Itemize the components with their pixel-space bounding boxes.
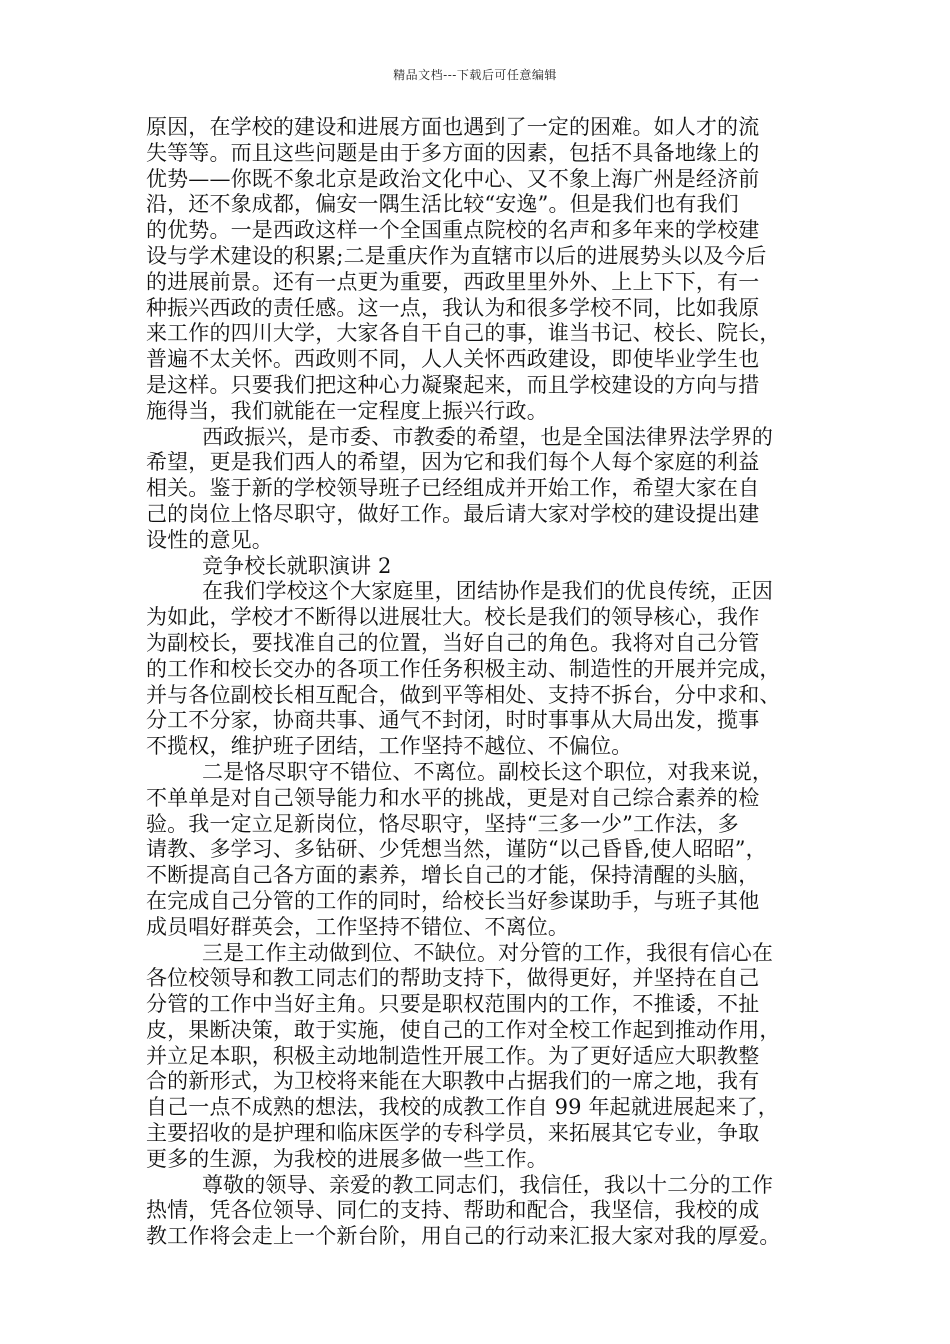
text-line: 优势——你既不象北京是政治文化中心、又不象上海广州是经济前 [146, 166, 760, 191]
text-line: 沿，还不象成都，偏安一隅生活比较“安逸”。但是我们也有我们 [146, 192, 739, 217]
paragraph-first-line: 在我们学校这个大家庭里，团结协作是我们的优良传统，正因 [202, 579, 774, 604]
text-line: 合的新形式，为卫校将来能在大职教中占据我们的一席之地，我有 [146, 1069, 760, 1094]
text-line: 种振兴西政的责任感。这一点，我认为和很多学校不同，比如我原 [146, 295, 760, 320]
text-line: 的进展前景。还有一点更为重要，西政里里外外、上上下下，有一 [146, 269, 760, 294]
page-header-note: 精品文档---下载后可任意编辑 [393, 68, 557, 82]
text-line: 在完成自己分管的工作的同时，给校长当好参谋助手，与班子其他 [146, 888, 760, 913]
text-line: 为如此，学校才不断得以进展壮大。校长是我们的领导核心，我作 [146, 605, 760, 630]
text-line: 己的岗位上恪尽职守，做好工作。最后请大家对学校的建设提出建 [146, 501, 760, 526]
paragraph-first-line: 二是恪尽职守不错位、不离位。副校长这个职位，对我来说， [202, 759, 774, 784]
text-line: 施得当，我们就能在一定程度上振兴行政。 [146, 398, 548, 423]
text-line: 为副校长，要找准自己的位置，当好自己的角色。我将对自己分管 [146, 630, 760, 655]
text-line: 热情，凭各位领导、同仁的支持、帮助和配合，我坚信，我校的成 [146, 1198, 760, 1223]
text-line: 不断提高自己各方面的素养，增长自己的才能，保持清醒的头脑， [146, 863, 760, 888]
paragraph-first-line: 尊敬的领导、亲爱的教工同志们，我信任，我以十二分的工作 [202, 1172, 774, 1197]
text-line: 并与各位副校长相互配合，做到平等相处、支持不拆台，分中求和、 [146, 682, 781, 707]
text-line: 教工作将会走上一个新台阶，用自己的行动来汇报大家对我的厚爱。 [146, 1224, 781, 1249]
text-line: 更多的生源，为我校的进展多做一些工作。 [146, 1146, 548, 1171]
text-line: 是这样。只要我们把这种心力凝聚起来，而且学校建设的方向与措 [146, 372, 760, 397]
text-line: 相关。鉴于新的学校领导班子已经组成并开始工作，希望大家在自 [146, 476, 760, 501]
paragraph-first-line: 竞争校长就职演讲 2 [202, 553, 392, 578]
text-line: 来工作的四川大学，大家各自干自己的事，谁当书记、校长、院长， [146, 321, 781, 346]
text-line: 分工不分家，协商共事、通气不封闭，时时事事从大局出发，揽事 [146, 708, 760, 733]
text-line: 设与学术建设的积累;二是重庆作为直辖市以后的进展势头以及今后 [146, 243, 767, 268]
text-line: 自己一点不成熟的想法，我校的成教工作自 99 年起就进展起来了， [146, 1095, 779, 1120]
text-line: 的工作和校长交办的各项工作任务积极主动、制造性的开展并完成， [146, 656, 781, 681]
text-line: 失等等。而且这些问题是由于多方面的因素，包括不具备地缘上的 [146, 140, 760, 165]
text-line: 希望，更是我们西人的希望，因为它和我们每个人每个家庭的利益 [146, 450, 760, 475]
text-line: 各位校领导和教工同志们的帮助支持下，做得更好，并坚持在自己 [146, 966, 760, 991]
text-line: 设性的意见。 [146, 527, 273, 552]
document-body [146, 115, 814, 1250]
text-line: 分管的工作中当好主角。只要是职权范围内的工作，不推诿，不扯 [146, 992, 760, 1017]
paragraph-first-line: 三是工作主动做到位、不缺位。对分管的工作，我很有信心在 [202, 940, 774, 965]
text-line: 成员唱好群英会，工作坚持不错位、不离位。 [146, 914, 569, 939]
paragraph-first-line: 西政振兴，是市委、市教委的希望，也是全国法律界法学界的 [202, 424, 774, 449]
text-line: 并立足本职，积极主动地制造性开展工作。为了更好适应大职教整 [146, 1043, 760, 1068]
text-line: 皮，果断决策，敢于实施，使自己的工作对全校工作起到推动作用， [146, 1017, 781, 1042]
text-line: 原因，在学校的建设和进展方面也遇到了一定的困难。如人才的流 [146, 115, 760, 139]
text-line: 不揽权，维护班子团结，工作坚持不越位、不偏位。 [146, 734, 633, 759]
text-line: 主要招收的是护理和临床医学的专科学员，来拓展其它专业，争取 [146, 1121, 760, 1146]
text-line: 请教、多学习、多钻研、少凭想当然，谨防“以己昏昏,使人昭昭”， [146, 837, 767, 862]
text-line: 的优势。一是西政这样一个全国重点院校的名声和多年来的学校建 [146, 218, 760, 243]
text-line: 不单单是对自己领导能力和水平的挑战，更是对自己综合素养的检 [146, 785, 760, 810]
text-line: 普遍不太关怀。西政则不同，人人关怀西政建设，即使毕业学生也 [146, 347, 760, 372]
text-line: 验。我一定立足新岗位，恪尽职守，坚持“三多一少”工作法，多 [146, 811, 739, 836]
